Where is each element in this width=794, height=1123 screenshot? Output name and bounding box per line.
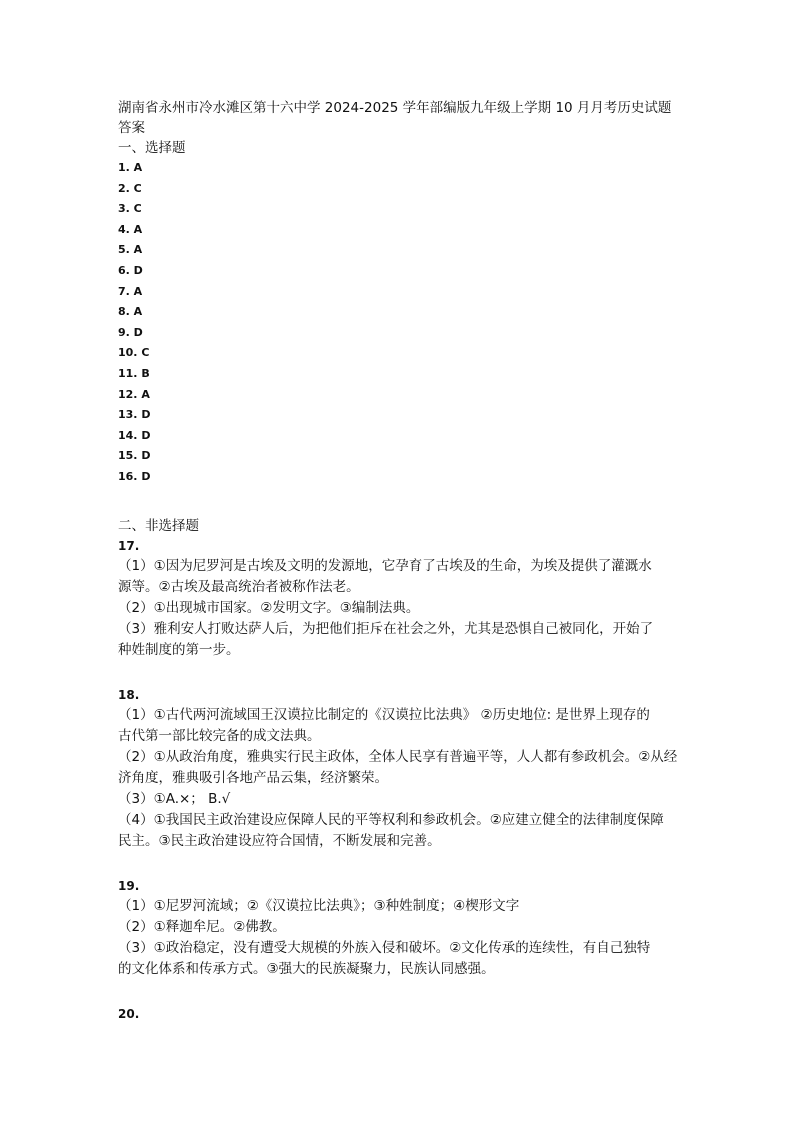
answer-line: 古代第一部比较完备的成文法典。 [118, 727, 321, 744]
choice-answer: 1. A [118, 161, 143, 174]
answer-line: 种姓制度的第一步。 [118, 641, 240, 658]
choice-answer: 14. D [118, 428, 151, 442]
question-number: 17. [118, 538, 140, 553]
choice-answer: 11. B [118, 366, 150, 380]
answer-line: （1）①古代两河流域国王汉谟拉比制定的《汉谟拉比法典》 ②历史地位: 是世界上现存的 [118, 706, 650, 723]
spacer [118, 661, 678, 685]
spacer [118, 852, 678, 876]
choice-answer: 3. C [118, 202, 142, 216]
choice-answer: 6. D [118, 263, 143, 277]
section-heading-nonchoice: 二、非选择题 [118, 517, 199, 534]
spacer [118, 980, 678, 1004]
choice-answer: 12. A [118, 387, 150, 401]
answer-line: 源等。②古埃及最高统治者被称作法老。 [118, 578, 360, 595]
spacer [118, 488, 678, 516]
question-number: 19. [118, 878, 140, 893]
choice-answer: 4. A [118, 222, 143, 236]
question-number: 20. [118, 1006, 140, 1021]
choice-answer: 13. D [118, 408, 151, 422]
choice-answer: 15. D [118, 449, 151, 463]
choice-answer: 2. C [118, 181, 142, 195]
question-19 [118, 876, 678, 980]
choice-answer: 10. C [118, 346, 150, 360]
answer-line: 的文化体系和传承方式。③强大的民族凝聚力，民族认同感强。 [118, 960, 495, 977]
answer-line: （2）①释迦牟尼。②佛教。 [118, 918, 286, 935]
document-title-line2: 答案 [118, 120, 145, 136]
choice-answer: 8. A [118, 305, 143, 319]
section-heading-choice: 一、选择题 [118, 140, 186, 156]
choice-answer: 9. D [118, 325, 143, 339]
question-number: 18. [118, 687, 140, 702]
choice-answer: 7. A [118, 284, 143, 298]
answer-line: （4）①我国民主政治建设应保障人民的平等权利和参政机会。②应建立健全的法律制度保障 [118, 811, 664, 828]
answer-line: （1）①因为尼罗河是古埃及文明的发源地，它孕育了古埃及的生命，为埃及提供了灌溉水 [118, 557, 652, 574]
answer-line: （3）①政治稳定，没有遭受大规模的外族入侵和破坏。②文化传承的连续性，有自己独特 [118, 939, 651, 956]
choice-answer-list [118, 158, 678, 488]
answer-line: （3）雅利安人打败达萨人后，为把他们拒斥在社会之外，尤其是恐惧自己被同化，开始了 [118, 620, 654, 637]
answer-line: 民主。③民主政治建设应符合国情，不断发展和完善。 [118, 832, 441, 849]
document-title-line1: 湖南省永州市冷水滩区第十六中学 2024-2025 学年部编版九年级上学期 10 月月考历史试题 [118, 100, 672, 116]
question-17 [118, 536, 678, 661]
question-20 [118, 1004, 678, 1024]
answer-line: （3）①A.×； B.√ [118, 790, 231, 807]
answer-line: （2）①从政治角度，雅典实行民主政体，全体人民享有普遍平等，人人都有参政机会。②从经 [118, 748, 678, 765]
answer-document [118, 98, 678, 1024]
answer-line: （1）①尼罗河流域；②《汉谟拉比法典》；③种姓制度；④楔形文字 [118, 897, 520, 914]
question-18 [118, 685, 678, 852]
answer-line: 济角度，雅典吸引各地产品云集，经济繁荣。 [118, 769, 388, 786]
answer-line: （2）①出现城市国家。②发明文字。③编制法典。 [118, 599, 420, 616]
choice-answer: 16. D [118, 469, 151, 483]
choice-answer: 5. A [118, 243, 143, 257]
